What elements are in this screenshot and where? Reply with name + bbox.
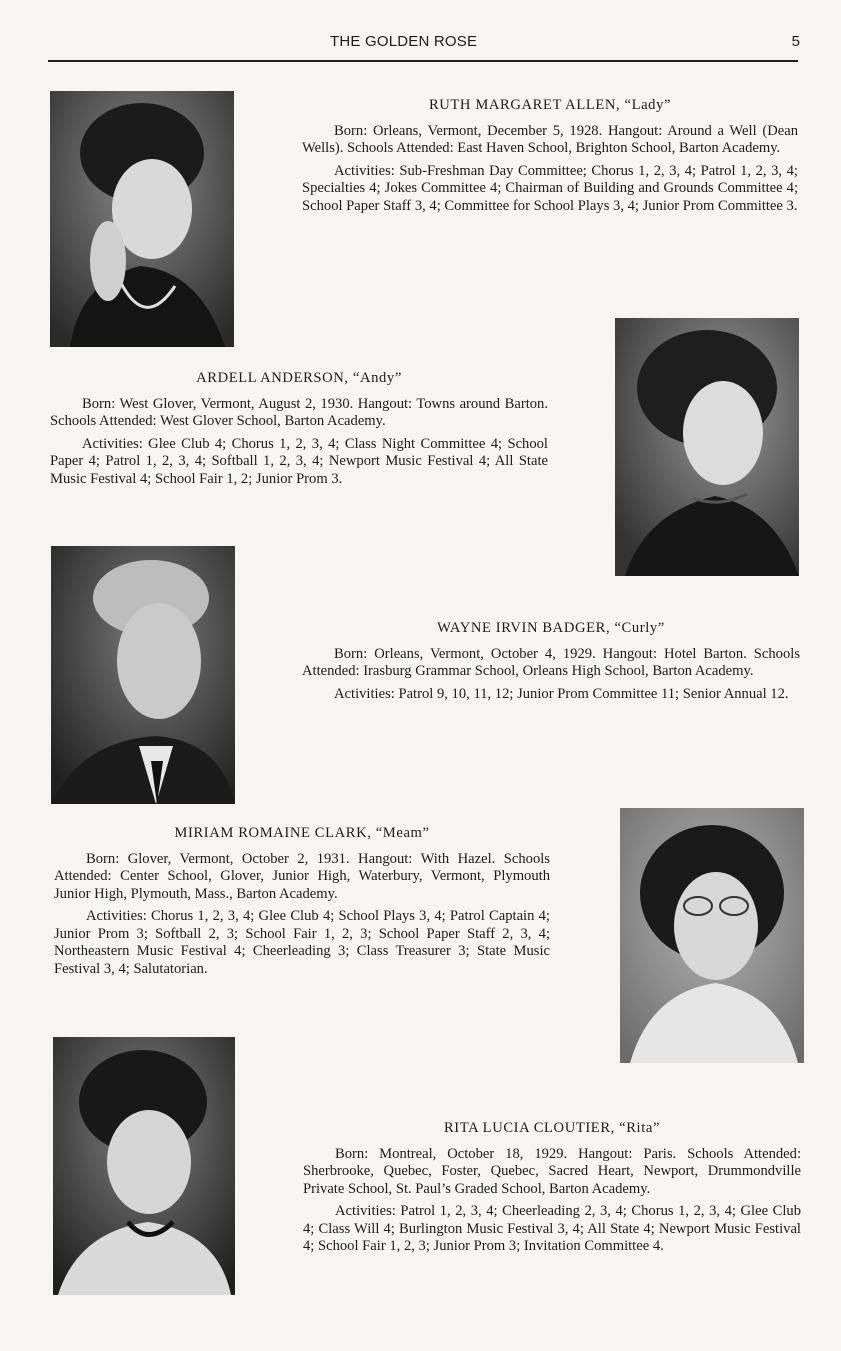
student-born: Born: Glover, Vermont, October 2, 1931. Hangout: With Hazel. Schools Attended: Center School, Glover, Junior High, Waterbury, Vermont, Plymouth Junior High, Plymouth, Mass., Barton Academy. — [54, 850, 550, 902]
student-activities: Activities: Sub-Freshman Day Committee; Chorus 1, 2, 3, 4; Patrol 1, 2, 3, 4; Specialties 4; Jokes Committee 4; Chairman of Building and Grounds Committee 4; School Paper Staff 3, 4; Committee for School Plays 3, 4; Junior Prom Committee 3. — [302, 162, 798, 214]
student-activities: Activities: Patrol 9, 10, 11, 12; Junior Prom Committee 11; Senior Annual 12. — [334, 685, 789, 702]
student-name: WAYNE IRVIN BADGER, “Curly” — [437, 620, 665, 636]
student-bio — [303, 1120, 801, 1261]
student-born: Born: West Glover, Vermont, August 2, 1930. Hangout: Towns around Barton. Schools Attended: West Glover School, Barton Academy. — [50, 395, 548, 429]
student-bio — [54, 825, 550, 983]
student-bio — [302, 620, 800, 708]
student-name: RITA LUCIA CLOUTIER, “Rita” — [443, 1120, 661, 1136]
student-activities: Activities: Chorus 1, 2, 3, 4; Glee Club 4; School Plays 3, 4; Patrol Captain 4; Junior Prom 3; Softball 2, 3; School Fair 1, 2, 3; School Paper Staff 2, 3, 4; Northeastern Music Festival 4; Cheerleading 3; Class Treasurer 3; State Music Festival 3, 4; Salutatorian. — [54, 908, 550, 977]
portrait-photo — [615, 318, 799, 576]
student-name: RUTH MARGARET ALLEN, “Lady” — [428, 97, 672, 113]
student-activities: Activities: Patrol 1, 2, 3, 4; Cheerleading 2, 3, 4; Chorus 1, 2, 3, 4; Glee Club 4; Class Will 4; Burlington Music Festival 3, 4; All State 4; Newport Music Festival 4; School Fair 1, 2, 3; Junior Prom 3; Invitation Committee 4. — [303, 1203, 801, 1254]
student-bio — [50, 370, 548, 493]
portrait-photo — [50, 91, 234, 347]
student-activities: Activities: Glee Club 4; Chorus 1, 2, 3, 4; Class Night Committee 4; School Paper 4; Patrol 1, 2, 3, 4; Softball 1, 2, 3, 4; Newport Music Festival 4; All State Music Festival 4; School Fair 1, 2; Junior Prom 3. — [50, 435, 548, 487]
student-born: Born: Orleans, Vermont, October 4, 1929. Hangout: Hotel Barton. Schools Attended: Irasburg Grammar School, Orleans High School, Barton Academy. — [302, 645, 800, 679]
student-born: Born: Orleans, Vermont, December 5, 1928. Hangout: Around a Well (Dean Wells). Schools Attended: East Haven School, Brighton School, Barton Academy. — [302, 122, 798, 156]
portrait-photo — [620, 808, 804, 1063]
student-born: Born: Montreal, October 18, 1929. Hangout: Paris. Schools Attended: Sherbrooke, Quebec, Foster, Quebec, Sacred Heart, Newport, Drummondville Private School, St. Paul’s Graded School, Barton Academy. — [303, 1145, 801, 1197]
portrait-photo — [51, 546, 235, 804]
running-title: THE GOLDEN ROSE — [330, 33, 478, 50]
student-name: ARDELL ANDERSON, “Andy” — [196, 370, 402, 386]
student-name: MIRIAM ROMAINE CLARK, “Meam” — [174, 825, 430, 841]
portrait-photo — [53, 1037, 235, 1295]
student-bio — [302, 97, 798, 220]
page-number: 5 — [791, 33, 800, 50]
header-rule — [48, 60, 798, 62]
